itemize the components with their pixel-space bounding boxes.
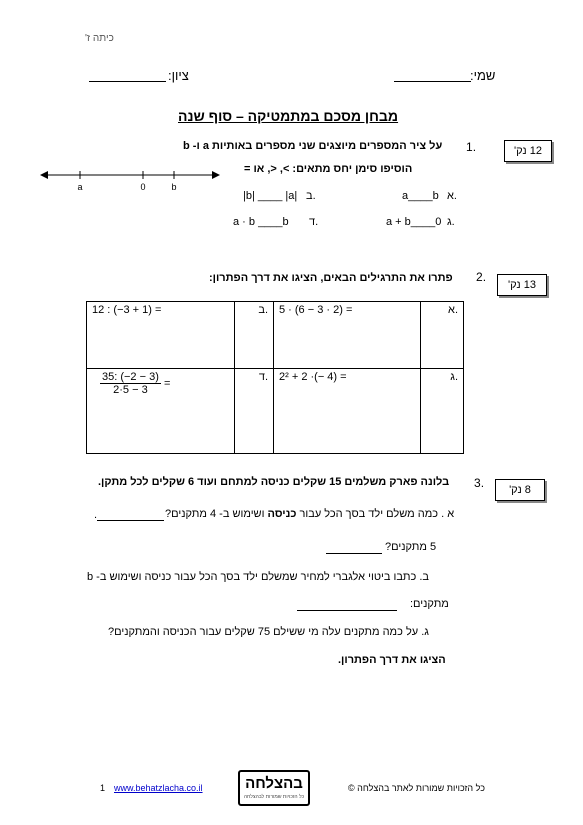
q3-b-question: ב. כתבו ביטוי אלגברי למחיר שמשלם ילד בסך הכל עבור כניסה ושימוש ב- b [87, 571, 430, 583]
logo-text: בהצלחה [245, 775, 303, 792]
q1-item-b-letter: ב. [306, 190, 316, 202]
q3-a2-answer-field[interactable] [326, 540, 382, 554]
grade-field[interactable] [89, 67, 166, 82]
cell-d-expr[interactable] [87, 369, 235, 454]
q1-points-badge: 12 נק' [504, 140, 552, 162]
q3-a-period: . [94, 509, 98, 521]
q1-number: .1 [466, 140, 477, 154]
exercises-table [86, 301, 464, 454]
q1-item-b-expr[interactable]: |b| ____ |a| [243, 190, 298, 202]
q3-a-answer-field[interactable] [97, 507, 164, 521]
q2-points-badge: 13 נק' [497, 274, 547, 296]
q2-text: פתרו את התרגילים הבאים, הציגו את דרך הפתרון: [209, 272, 453, 284]
q1-item-c-letter: ג. [447, 216, 455, 228]
cell-b-letter: ב. [235, 302, 274, 369]
q1-item-d-expr[interactable]: a · b ____b [233, 216, 289, 228]
q3-b-answer-field[interactable] [297, 597, 397, 611]
footer-copyright: כל הזכויות שמורות לאתר בהצלחה © [348, 783, 485, 793]
q3-text: בלונה פארק משלמים 15 שקלים כניסה למתחם ועוד 6 שקלים לכל מתקן. [98, 476, 450, 488]
cell-b-expr[interactable] [87, 302, 235, 369]
page-number: 1 [100, 783, 106, 793]
q2-number: .2 [476, 270, 487, 284]
cell-c-expr[interactable] [274, 369, 421, 454]
tick-label-b: b [171, 182, 177, 192]
grade-label: ציון: [168, 68, 189, 83]
cell-d-letter: ד. [235, 369, 274, 454]
page-title: מבחן מסכם במתמטיקה – סוף שנה [178, 108, 399, 124]
q3-a2-question: 5 מתקנים? [385, 541, 437, 553]
q1-item-a-expr[interactable]: a____b [402, 190, 439, 202]
expr-b: 12 : (−3 + 1) = [92, 304, 162, 316]
expr-d-equals: = [163, 377, 171, 390]
cell-a-expr[interactable] [274, 302, 421, 369]
q3-b2-question: מתקנים: [410, 598, 449, 610]
brand-logo [238, 770, 310, 806]
expr-c: 2² + 2 ·(− 4) = [279, 371, 347, 383]
expr-d-denominator: 2·5 − 3 [113, 384, 148, 396]
q1-text: על ציר המספרים מיוצגים שני מספרים באותיות a ו- b [183, 140, 443, 152]
q1-item-c-expr[interactable]: a + b____0 [386, 216, 442, 228]
cell-a-letter: א. [421, 302, 464, 369]
class-label: כיתה ז' [85, 33, 114, 44]
q3-a-bold: כניסה [267, 508, 297, 520]
q3-show-work: הציגו את דרך הפתרון. [338, 654, 446, 666]
expr-a: 5 · (6 − 3 · 2) = [279, 304, 353, 316]
tick-label-a: a [77, 182, 83, 192]
q3-a-question: א . כמה משלם ילד בסך הכל עבור כניסה ושימוש ב- 4 מתקנים? [165, 508, 455, 520]
name-label: שמי: [470, 68, 496, 83]
number-line [40, 166, 225, 196]
name-field[interactable] [394, 67, 471, 82]
expr-d-numerator: 35: (−2 − 3) [102, 371, 159, 383]
q3-a-letter: א . [441, 508, 455, 520]
q1-item-d-letter: ד. [309, 216, 319, 228]
q1-instruction: הוסיפו סימן יחס מתאים: >, <, או = [244, 163, 413, 175]
logo-subtext: כל הזכויות שמורות לבהצלחה [243, 794, 305, 800]
q3-points-badge: 8 נק' [495, 479, 545, 501]
footer-url-link[interactable]: www.behatzlacha.co.il [114, 783, 203, 793]
cell-c-letter: ג. [421, 369, 464, 454]
q3-c-question: ג. על כמה מתקנים עלה מי ששילם 75 שקלים עבור הכניסה והמתקנים? [108, 626, 429, 638]
q1-item-a-letter: א. [447, 190, 457, 202]
tick-label-0: 0 [140, 182, 146, 192]
q3-number: .3 [474, 476, 485, 490]
